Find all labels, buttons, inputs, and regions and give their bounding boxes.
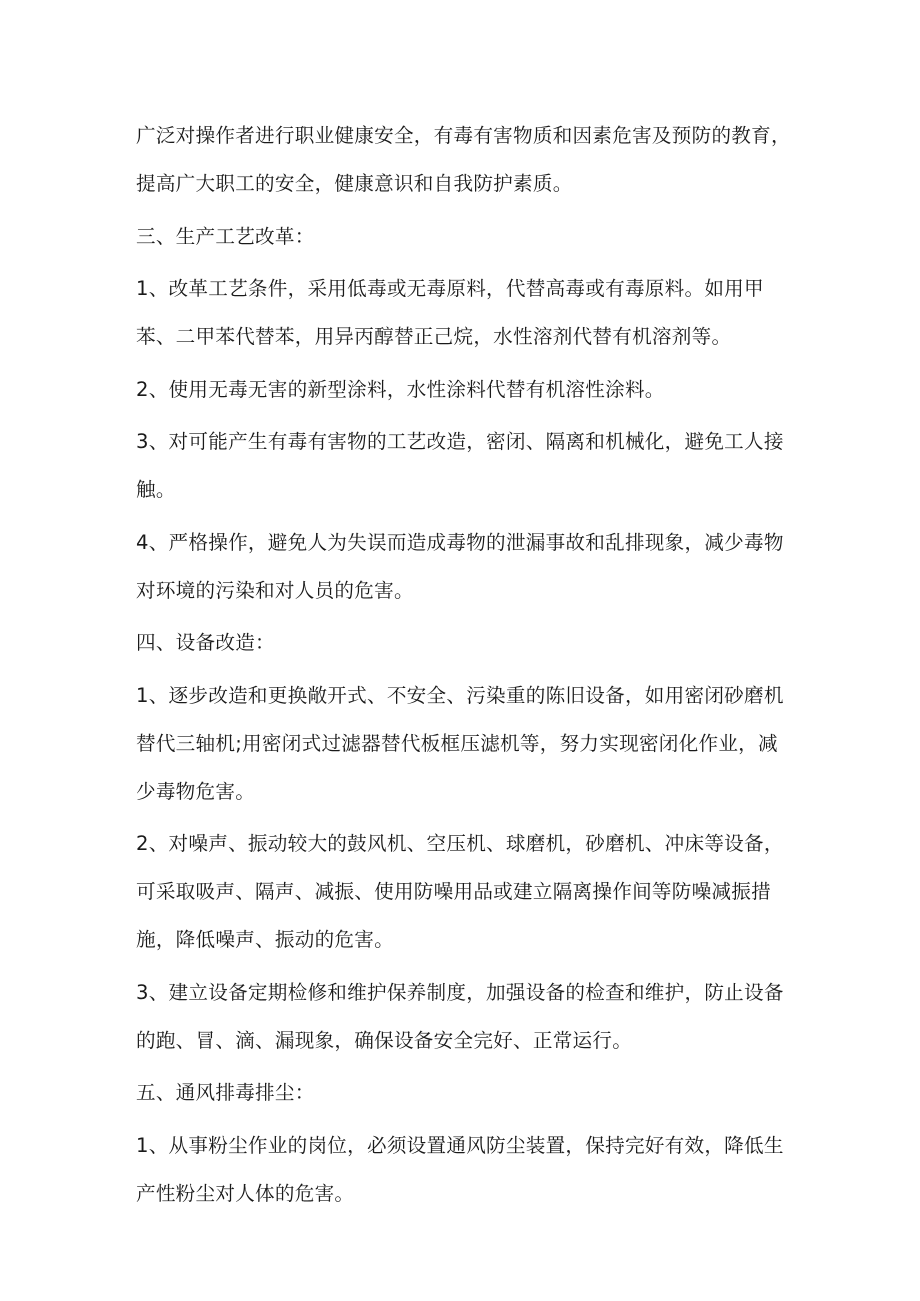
paragraph-equipment-2: 2、对噪声、振动较大的鼓风机、空压机、球磨机，砂磨机、冲床等设备，可采取吸声、隔声、减振、使用防噪用品或建立隔离操作间等防噪减振措施，降低噪声、振动的危害。 [136, 832, 784, 951]
paragraph-process-1: 1、改革工艺条件，采用低毒或无毒原料，代替高毒或有毒原料。如用甲苯、二甲苯代替苯，用异丙醇替正己烷，水性溶剂代替有机溶剂等。 [136, 277, 764, 348]
paragraph-process-3: 3、对可能产生有毒有害物的工艺改造，密闭、隔离和机械化，避免工人接触。 [136, 430, 784, 501]
paragraph-process-2: 2、使用无毒无害的新型涂料，水性涂料代替有机溶性涂料。 [136, 377, 665, 401]
section-heading-equipment: 四、设备改造： [136, 631, 275, 654]
paragraph-education: 广泛对操作者进行职业健康安全，有毒有害物质和因素危害及预防的教育，提高广大职工的安全，健康意识和自我防护素质。 [136, 124, 791, 195]
paragraph-equipment-1: 1、逐步改造和更换敞开式、不安全、污染重的陈旧设备，如用密闭砂磨机替代三轴机;用密闭式过滤器替代板框压滤机等，努力实现密闭化作业，减少毒物危害。 [136, 683, 784, 803]
section-heading-process-reform: 三、生产工艺改革： [136, 224, 315, 248]
document-body [136, 112, 796, 1222]
section-heading-ventilation: 五、通风排毒排尘： [136, 1081, 315, 1104]
paragraph-process-4: 4、严格操作，避免人为失误而造成毒物的泄漏事故和乱排现象，减少毒物对环境的污染和对人员的危害。 [136, 530, 784, 602]
paragraph-equipment-3: 3、建立设备定期检修和维护保养制度，加强设备的检查和维护，防止设备的跑、冒、滴、漏现象，确保设备安全完好、正常运行。 [136, 980, 784, 1052]
paragraph-ventilation-1: 1、从事粉尘作业的岗位，必须设置通风防尘装置，保持完好有效，降低生产性粉尘对人体的危害。 [136, 1133, 784, 1205]
